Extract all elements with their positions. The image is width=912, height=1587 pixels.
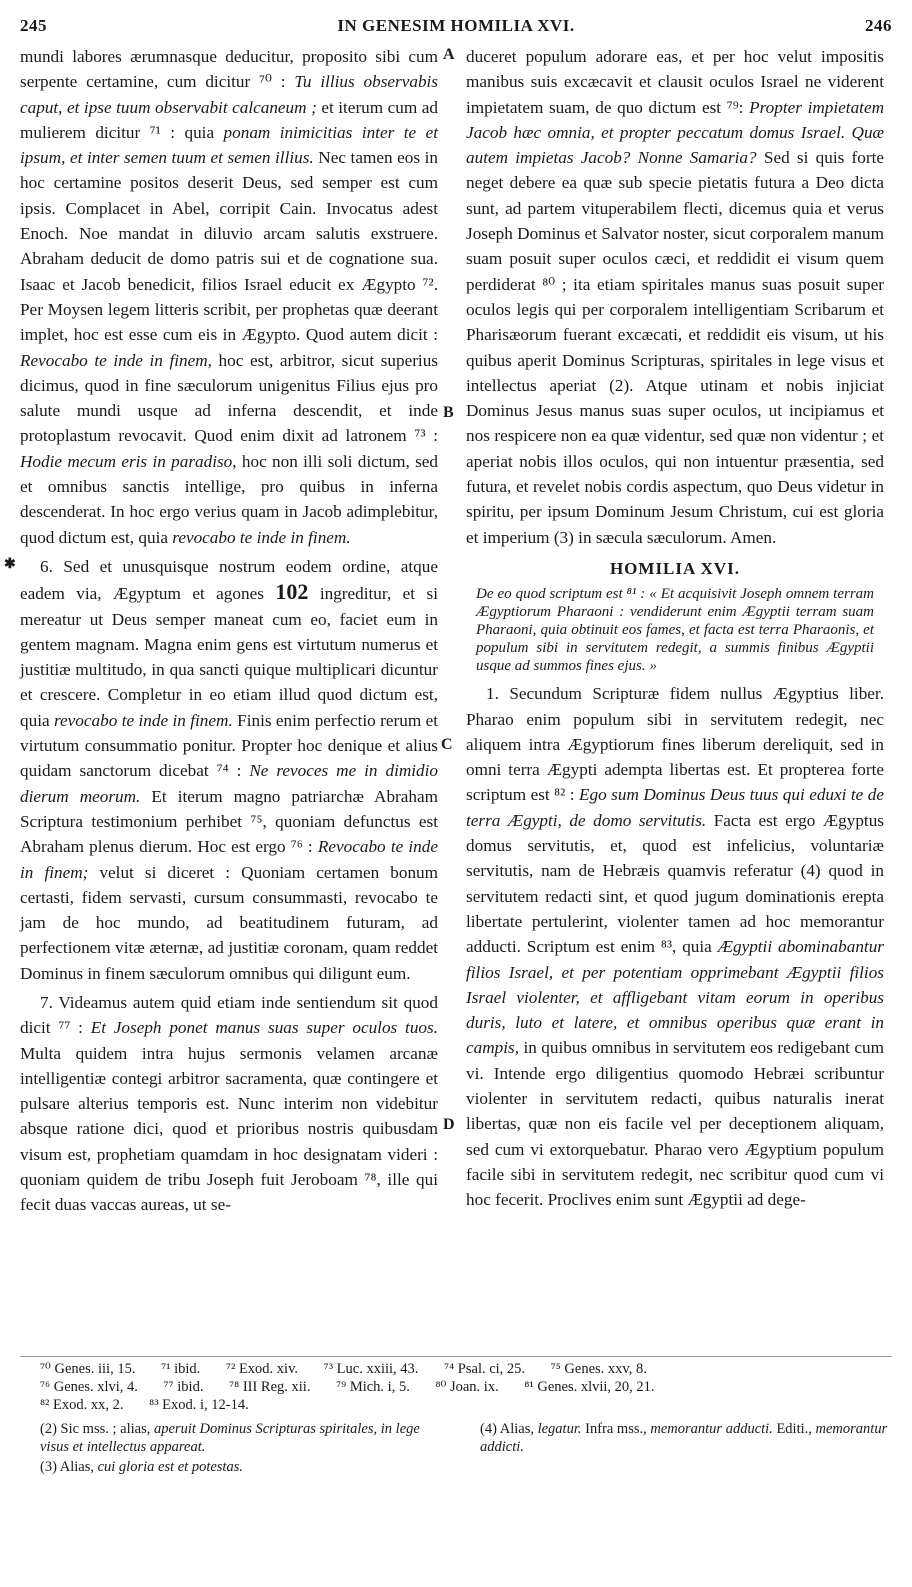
critical-note-2: (2) Sic mss. ; alias, aperuit Dominus Scripturas spiritales, in lege visus et intellectus appareat. xyxy=(40,1421,420,1455)
marker-c: C xyxy=(441,736,453,753)
page-number-left: 245 xyxy=(20,16,47,35)
footnote-row-1 xyxy=(40,1360,880,1378)
page-number-right: 246 xyxy=(865,16,892,35)
footnote: ⁷² Exod. xiv. xyxy=(225,1361,299,1377)
footnote-row-2 xyxy=(40,1378,880,1396)
edition-page-number: 102 xyxy=(275,579,309,605)
running-title: IN GENESIM HOMILIA XVI. xyxy=(337,16,575,35)
footnote: ⁸² Exod. xx, 2. xyxy=(40,1397,124,1413)
right-column xyxy=(466,44,884,1212)
marker-b: B xyxy=(443,404,454,421)
homily-title: HOMILIA XVI. xyxy=(609,558,741,578)
footnote: ⁸⁰ Joan. ix. xyxy=(435,1379,499,1395)
star-marker: ✱ xyxy=(4,557,16,572)
marker-d: D xyxy=(443,1116,455,1133)
critical-note-3: (3) Alias, cui gloria est et potestas. xyxy=(40,1459,243,1475)
running-header xyxy=(20,16,892,40)
left-paragraph-7: 7. Videamus autem quid etiam inde sentiendum sit quod dicit ⁷⁷ : Et Joseph ponet manus suas super oculos tuos. Multa quidem intra hujus sermonis velamen arcanæ intelligentiæ contegi arbitror sacramenta, quæ contingere et pulsare alterius temporis est. Nunc interim non videbitur absque ratione dici, quod et prioribus nostris quibusdam visum est, prophetiam quamdam in hoc designatam videri : quoniam quidem de tribu Joseph fuit Jeroboam ⁷⁸, ille qui fecit duas vaccas aureas, ut se- xyxy=(20,992,438,1215)
critical-notes-right xyxy=(480,1420,890,1458)
left-column xyxy=(20,44,438,1218)
footnote: ⁷³ Luc. xxiii, 43. xyxy=(323,1361,419,1377)
critical-note-4: (4) Alias, legatur. Infra mss., memorantur adducti. Editi., memorantur addicti. xyxy=(480,1421,888,1455)
left-paragraph-6: 6. Sed et unusquisque nostrum eodem ordine, atque eadem via, Ægyptum et agones 102 ingreditur, et si mereatur ut Deus semper maneat cum eo, faciet eum in gentem magnam. Magna enim gens est virtutum numerus et justitiæ multitudo, in qua sancti quique multiplicari dicuntur et crescere. Completur in eo etiam illud quod dictum est, quia revocabo te inde in finem. Finis enim perfectio rerum et virtutum consummatio ponitur. Propter hoc denique et alius quidam sanctorum dicebat ⁷⁴ : Ne revoces me in dimidio dierum meorum. Et iterum magno patriarchæ Abraham Scriptura testimonium perhibet ⁷⁵, quoniam defunctus est Abraham plenus dierum. Hoc est ergo ⁷⁶ : Revocabo te inde in finem; velut si diceret : Quoniam certamen bonum certasti, fidem servasti, cursum consummasti, revocabo te jam de hoc mundo, ad beatitudinem futuram, ad perfectionem vitæ æternæ, ad justitiæ coronam, quam reddet Dominus in finem sæculorum omnibus qui diligunt eum. xyxy=(20,556,439,983)
footnote: ⁷⁷ ibid. xyxy=(163,1379,204,1395)
footnote: ⁷⁸ III Reg. xii. xyxy=(229,1379,311,1395)
footnote: ⁸³ Exod. i, 12-14. xyxy=(149,1397,249,1413)
footnote: ⁷⁵ Genes. xxv, 8. xyxy=(550,1361,647,1377)
footnote-rule xyxy=(20,1356,892,1357)
footnotes xyxy=(40,1360,880,1414)
right-paragraph-1: duceret populum adorare eas, et per hoc velut impositis manibus suis excæcavit et clausit oculos Israel ne viderent impietatem suam, de quo dictum est ⁷⁹: Propter impietatem Jacob hæc omnia, et propter peccatum domus Israel. Quæ autem impietas Jacob? Nonne Samaria? Sed si quis forte neget debere ea quæ sub specie pietatis futura a Deo dicta sunt, ad partem vituperabilem flecti, dicemus quia et verus Joseph Dominus et Salvator noster, sicut corporalem manum suam posuit super oculos cæci, et reddidit ei visum quem perdiderat ⁸⁰ ; ita etiam spiritales manus suas posuit super oculos legis qui per corporalem intelligentiam Scribarum et Pharisæorum fuerant excæcati, et reddidit eis visum, ut his quibus aperit Dominus Scripturas, spiritales in lege visus et intellectus aperiat (2). Atque utinam et nobis injiciat Dominus Jesus manus suas super oculos, ut incipiamus et nos respicere non ea quæ videntur, sed quæ non videntur ; et aperiat nobis illos oculos, qui non intuentur præsentia, sed futura, et revelet nobis cordis aspectum, quo Deus videtur in spiritu, per ipsum Dominum Jesum Christum, cui est gloria et imperium (3) in sæcula sæculorum. Amen. xyxy=(466,47,884,547)
marker-a: A xyxy=(443,46,455,63)
homily-argument: De eo quod scriptum est ⁸¹ : « Et acquisivit Joseph omnem terram Ægyptiorum Pharaoni : vendiderunt enim Ægyptii terram suam Pharaoni, quia obtinuit eos fames, et facta est terra Pharaonis, et populum sibi in servitutem redegit, a summis finibus Ægyptii usque ad summos fines ejus. » xyxy=(476,586,874,675)
footnote: ⁷⁶ Genes. xlvi, 4. xyxy=(40,1379,138,1395)
footnote-row-3 xyxy=(40,1396,880,1414)
footnote: ⁷¹ ibid. xyxy=(161,1361,201,1377)
critical-notes-left xyxy=(40,1420,440,1478)
footnote: ⁷⁹ Mich. i, 5. xyxy=(336,1379,410,1395)
right-paragraph-2: 1. Secundum Scripturæ fidem nullus Ægyptius liber. Pharao enim populum sibi in servitutem redegit, nec aliquem intra Ægyptiorum fines liberum dereliquit, sed in omni terra Ægypti adempta libertas est. Et propterea forte scriptum est ⁸² : Ego sum Dominus Deus tuus qui eduxi te de terra Ægypti, de domo servitutis. Facta est ergo Ægyptus domus servitutis, et, quod est infelicius, voluntariæ servitutis, nam de Hebræis quamvis referatur (4) quod in servitutem redacti sint, et quod jugum dominationis erepta libertate pertulerint, violenter tamen ad hoc memorantur adducti. Scriptum est enim ⁸³, quia Ægyptii abominabantur filios Israel, et per potentiam opprimebant Ægyptii filios Israel violenter, et affligebant vitam eorum in operibus duris, luto et latere, et omnibus operibus quæ erant in campis, in quibus omnibus in servitutem eos redigebant cum vi. Intende ergo diligentius quomodo Hebræi scribuntur violenter in servitutem redacti, quibus naturalis inerat libertas, quæ non eis facile vel per deceptionem aliquam, sed cum vi extorquebatur. Pharao vero Ægyptium populum facile sibi in servitutem redegit, nec scribitur quod cum vi hoc fecerit. Proclives enim sunt Ægyptii ad dege- xyxy=(466,684,884,1210)
left-paragraph-1: mundi labores ærumnasque deducitur, proposito sibi cum serpente certamine, cum dicitur ⁷⁰ : Tu illius observabis caput, et ipse tuum observabit calcaneum ; et iterum cum ad mulierem dicitur ⁷¹ : quia ponam inimicitias inter te et ipsum, et inter semen tuum et semen illius. Nec tamen eos in hoc certamine positos deserit Deus, sed semper est cum ipsis. Complacet in Abel, corripit Cain. Invocatus adest Enoch. Noe mandat in diluvio arcam salutis exstruere. Abraham deducit de domo patris sui et de cognatione sua. Isaac et Jacob benedicit, filios Israel educit ex Ægypto ⁷². Per Moysen legem litteris scribit, per prophetas quæ deerant implet, hoc est esse cum eis in Ægypto. Quod autem dicit : Revocabo te inde in finem, hoc est, arbitror, sicut superius dicimus, quod in fine sæculorum unigenitus Filius ejus pro salute mundi usque ad inferna descendit, et inde protoplastum revocavit. Quod enim dixit ad latronem ⁷³ : Hodie mecum eris in paradiso, hoc non illi soli dictum, sed et omnibus sanctis intellige, pro quibus in inferna descenderat. In hoc ergo verius quam in Jacob adimplebitur, quod dictum est, quia revocabo te inde in finem. xyxy=(20,47,438,547)
footnote: ⁷⁰ Genes. iii, 15. xyxy=(40,1361,136,1377)
footnote: ⁸¹ Genes. xlvii, 20, 21. xyxy=(524,1379,655,1395)
footnote: ⁷⁴ Psal. ci, 25. xyxy=(444,1361,526,1377)
